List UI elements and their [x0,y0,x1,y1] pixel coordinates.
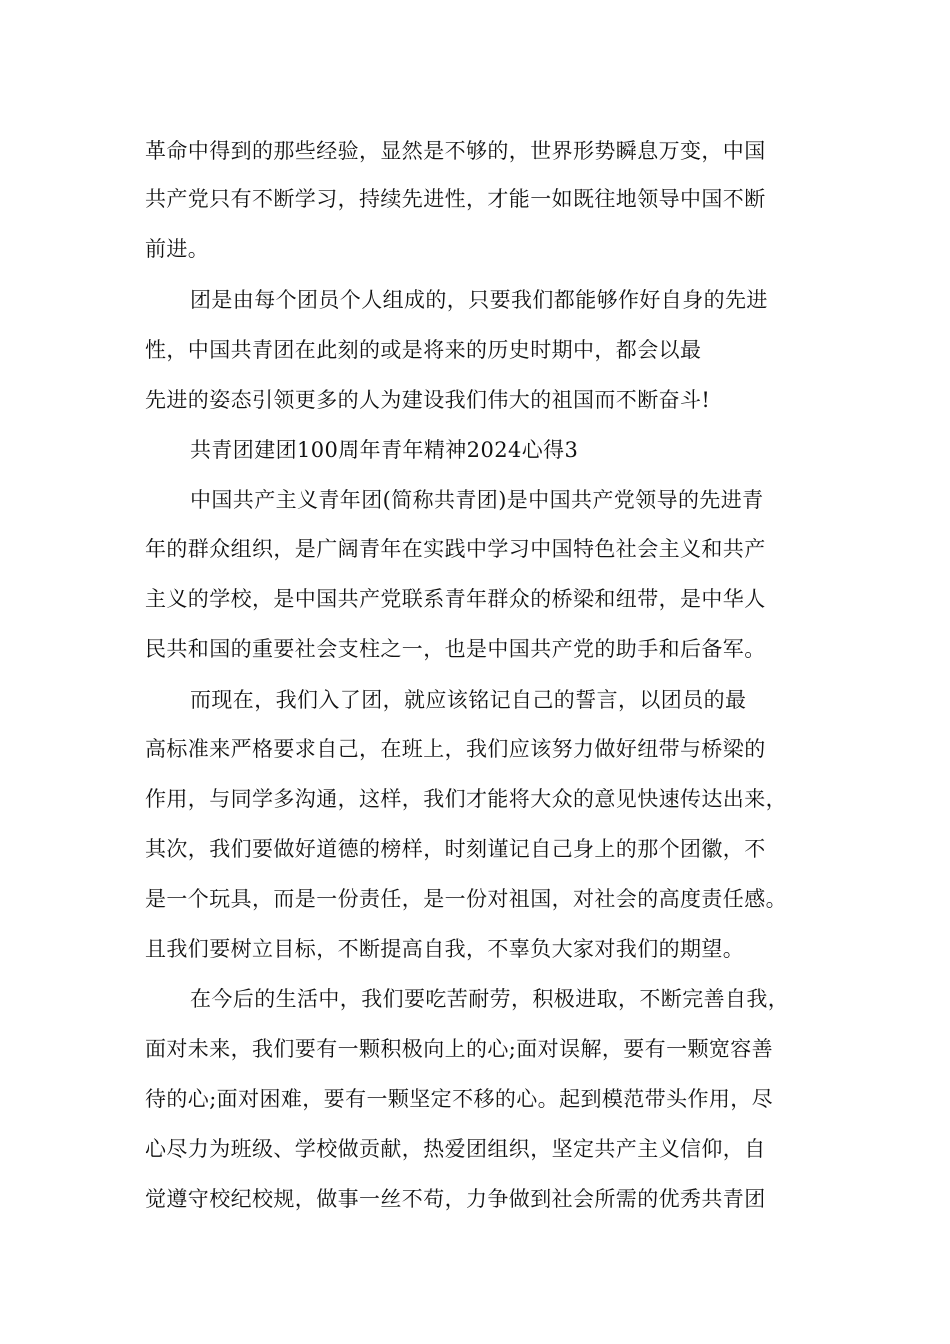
text-line: 面对未来，我们要有一颗积极向上的心;面对误解，要有一颗宽容善 [145,1037,774,1061]
paragraph-start-line: 团是由每个团员个人组成的，只要我们都能够作好自身的先进 [190,288,768,312]
text-line: 待的心;面对困难，要有一颗坚定不移的心。起到模范带头作用，尽 [145,1087,774,1111]
text-line: 作用，与同学多沟通，这样，我们才能将大众的意见快速传达出来， [145,787,787,811]
text-line: 且我们要树立目标，不断提高自我，不辜负大家对我们的期望。 [145,937,745,961]
text-line: 高标准来严格要求自己，在班上，我们应该努力做好纽带与桥梁的 [145,737,766,761]
text-line: 共产党只有不断学习，持续先进性，才能一如既往地领导中国不断 [145,187,766,211]
text-line: 民共和国的重要社会支柱之一，也是中国共产党的助手和后备军。 [145,637,766,661]
text-line: 前进。 [145,237,210,261]
text-line: 觉遵守校纪校规，做事一丝不苟，力争做到社会所需的优秀共青团 [145,1187,766,1211]
text-line: 年的群众组织，是广阔青年在实践中学习中国特色社会主义和共产 [145,537,766,561]
paragraph-start-line: 在今后的生活中，我们要吃苦耐劳，积极进取，不断完善自我， [190,987,790,1011]
paragraph-start-line: 中国共产主义青年团(简称共青团)是中国共产党领导的先进青 [190,488,764,512]
section-heading: 共青团建团100周年青年精神2024心得3 [190,438,579,462]
text-line: 性，中国共青团在此刻的或是将来的历史时期中，都会以最 [145,338,702,362]
text-line: 是一个玩具，而是一份责任，是一份对祖国，对社会的高度责任感。 [145,887,787,911]
paragraph-start-line: 而现在，我们入了团，就应该铭记自己的誓言，以团员的最 [190,688,747,712]
text-line: 先进的姿态引领更多的人为建设我们伟大的祖国而不断奋斗! [145,388,711,412]
text-line: 其次，我们要做好道德的榜样，时刻谨记自己身上的那个团徽，不 [145,837,766,861]
text-line: 主义的学校，是中国共产党联系青年群众的桥梁和纽带，是中华人 [145,587,766,611]
text-line: 革命中得到的那些经验，显然是不够的，世界形势瞬息万变，中国 [145,139,766,163]
text-line: 心尽力为班级、学校做贡献，热爱团组织，坚定共产主义信仰，自 [145,1137,766,1161]
